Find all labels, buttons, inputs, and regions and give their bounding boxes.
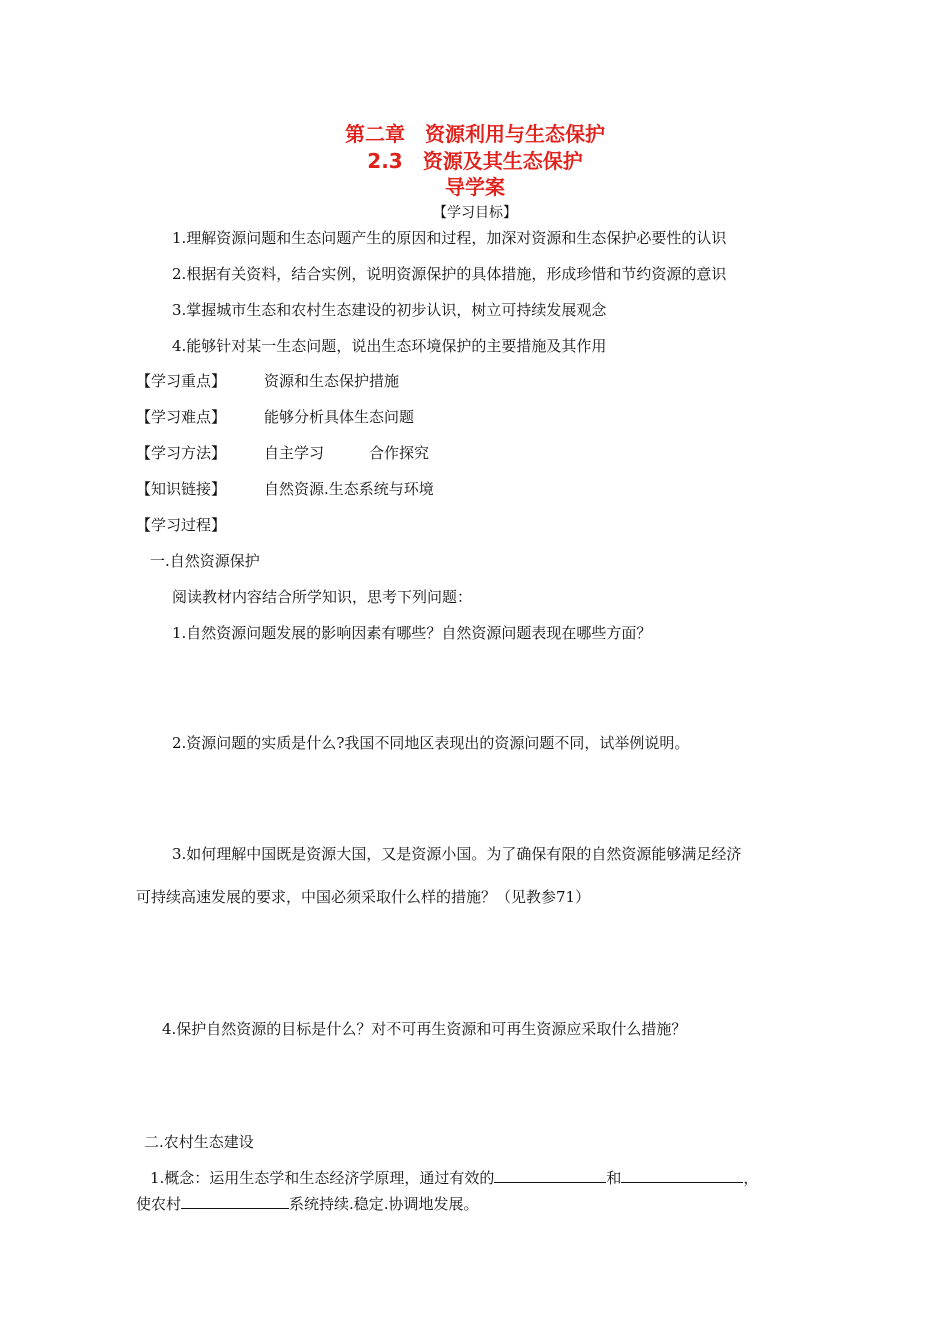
question-3-line1: 3.如何理解中国既是资源大国，又是资源小国。为了确保有限的自然资源能够满足经济 — [172, 845, 742, 863]
concept-text: 1.概念：运用生态学和生态经济学原理，通过有效的 — [150, 1169, 495, 1187]
question-1: 1.自然资源问题发展的影响因素有哪些？自然资源问题表现在哪些方面？ — [172, 624, 652, 642]
info-label: 【学习难点】 — [136, 408, 227, 426]
question-3-line2: 可持续高速发展的要求，中国必须采取什么样的措施？（见教参71） — [136, 888, 591, 906]
goal-item: 3.掌握城市生态和农村生态建设的初步认识，树立可持续发展观念 — [172, 301, 607, 319]
goal-item: 4.能够针对某一生态问题，说出生态环境保护的主要措施及其作用 — [172, 337, 607, 355]
info-row-method — [136, 443, 429, 463]
info-value: 自主学习 合作探究 — [264, 444, 430, 462]
concept-text: 系统持续.稳定.协调地发展。 — [289, 1195, 479, 1213]
process-heading: 【学习过程】 — [136, 516, 227, 534]
part1-intro: 阅读教材内容结合所学知识，思考下列问题： — [172, 588, 473, 606]
info-row-focus — [136, 371, 399, 391]
question-2: 2.资源问题的实质是什么?我国不同地区表现出的资源问题不同，试举例说明。 — [172, 734, 690, 752]
question-4: 4.保护自然资源的目标是什么？对不可再生资源和可再生资源应采取什么措施？ — [162, 1020, 687, 1038]
goals-heading: 【学习目标】 — [433, 205, 517, 221]
info-row-difficulty — [136, 407, 414, 427]
section-title: 2.3 资源及其生态保护 — [367, 149, 583, 173]
info-value: 能够分析具体生态问题 — [264, 408, 415, 426]
info-label: 【学习重点】 — [136, 372, 227, 390]
info-value: 自然资源.生态系统与环境 — [264, 480, 434, 498]
info-label: 【学习方法】 — [136, 444, 227, 462]
fill-blank[interactable] — [181, 1193, 289, 1209]
concept-line-2 — [136, 1193, 479, 1214]
concept-line-1 — [150, 1167, 758, 1188]
concept-text: 使农村 — [136, 1195, 182, 1213]
goal-item: 1.理解资源问题和生态问题产生的原因和过程，加深对资源和生态保护必要性的认识 — [172, 229, 727, 247]
fill-blank[interactable] — [494, 1167, 606, 1183]
info-label: 【知识链接】 — [136, 480, 227, 498]
goal-item: 2.根据有关资料，结合实例，说明资源保护的具体措施，形成珍惜和节约资源的意识 — [172, 265, 727, 283]
fill-blank[interactable] — [621, 1167, 743, 1183]
chapter-title: 第二章 资源利用与生态保护 — [345, 122, 605, 146]
doc-type-title: 导学案 — [445, 175, 505, 199]
concept-text: 和 — [606, 1169, 622, 1187]
info-row-link — [136, 479, 434, 499]
info-value: 资源和生态保护措施 — [264, 372, 400, 390]
part1-title: 一.自然资源保护 — [150, 552, 260, 570]
concept-text: ， — [743, 1169, 759, 1187]
part2-title: 二.农村生态建设 — [144, 1133, 254, 1151]
